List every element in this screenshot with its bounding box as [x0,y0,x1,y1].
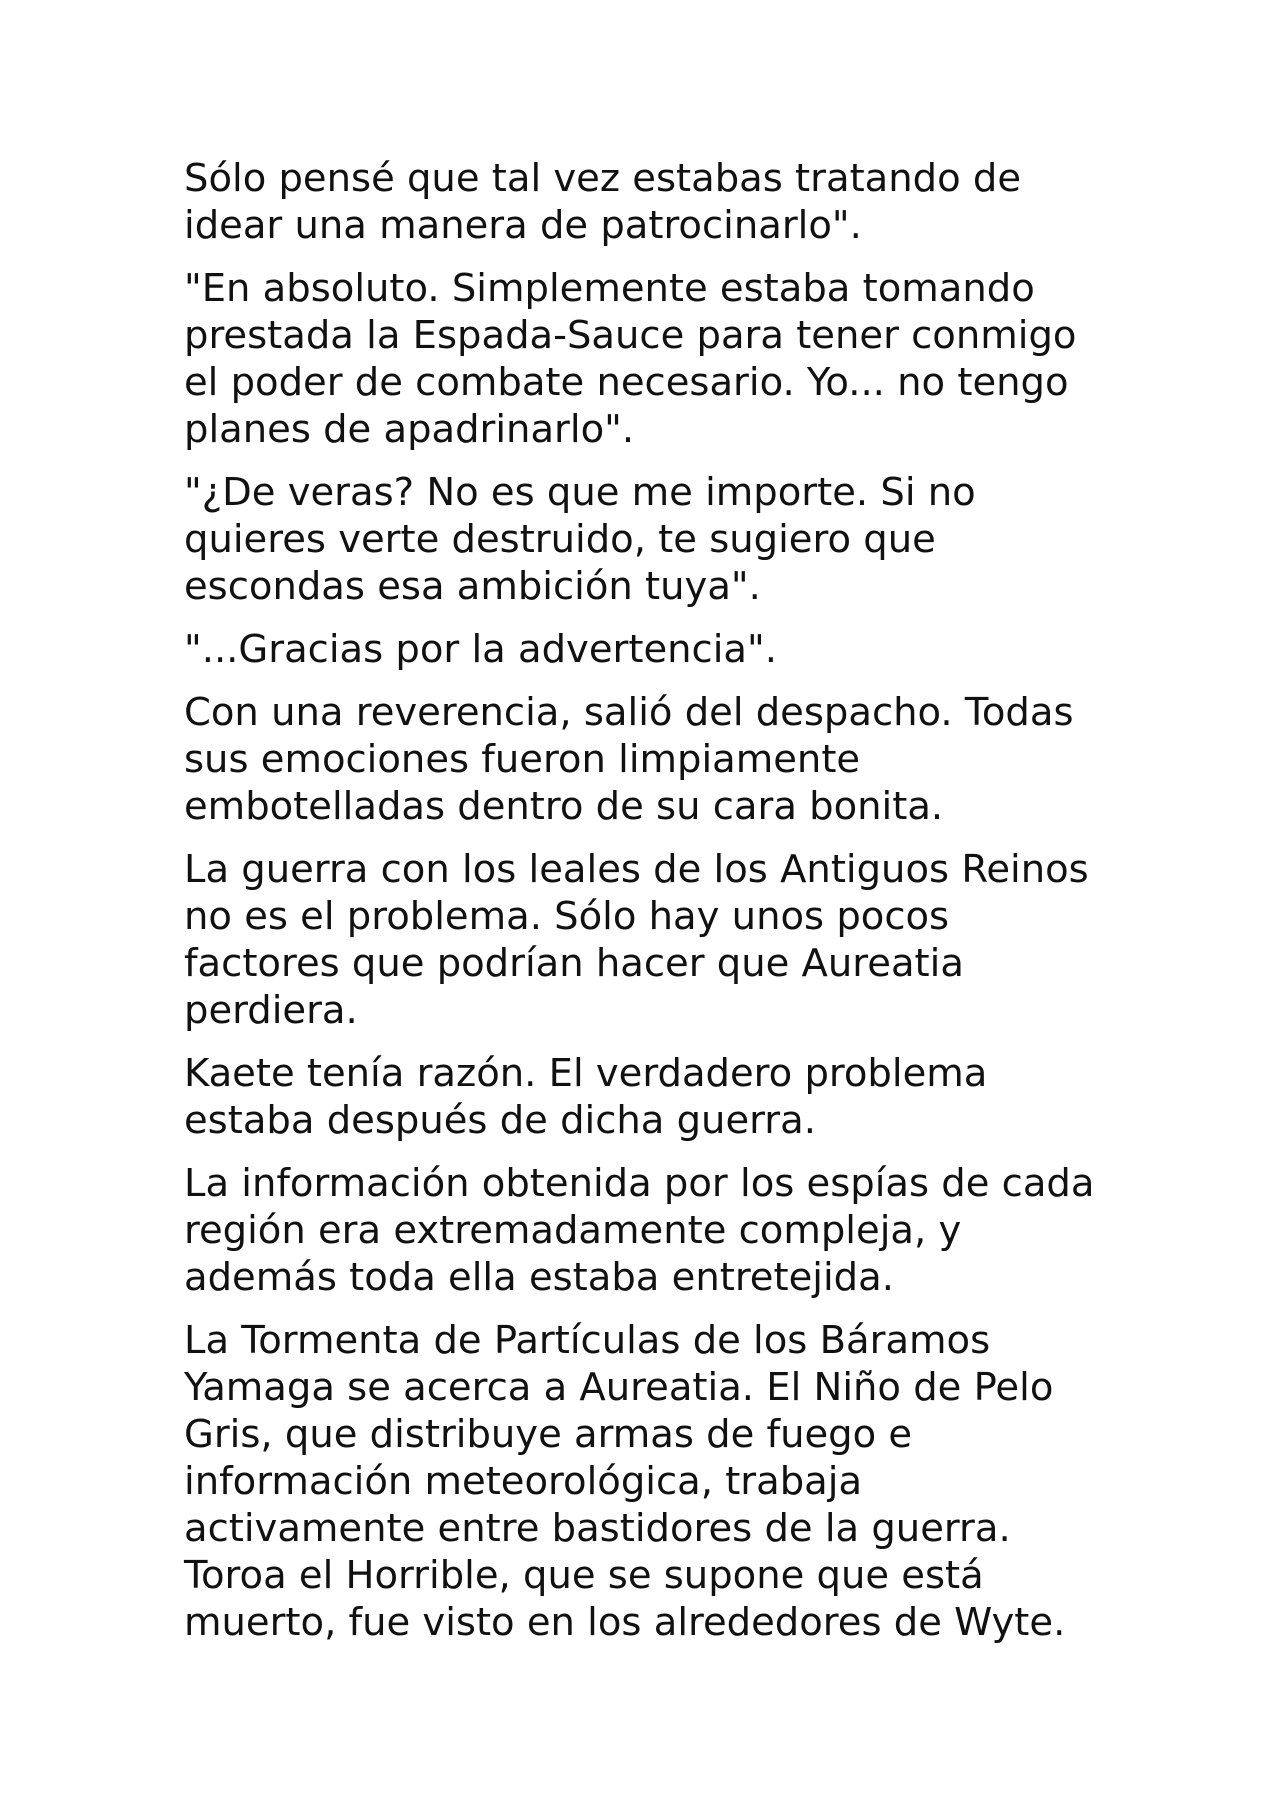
paragraph-6: La guerra con los leales de los Antiguos Reinos no es el problema. Sólo hay unos pocos factores que podrían hacer que Aureatia perdiera. [184,847,1089,1033]
paragraph-4: "...Gracias por la advertencia". [184,627,777,672]
paragraph-2: "En absoluto. Simplemente estaba tomando prestada la Espada-Sauce para tener conmigo el poder de combate necesario. Yo... no tengo planes de apadrinarlo". [184,266,1077,452]
paragraph-5: Con una reverencia, salió del despacho. Todas sus emociones fueron limpiamente embotelladas dentro de su cara bonita. [184,690,1074,829]
document-page [184,155,1114,1662]
paragraph-7: Kaete tenía razón. El verdadero problema estaba después de dicha guerra. [184,1051,988,1143]
paragraph-8: La información obtenida por los espías de cada región era extremadamente compleja, y además toda ella estaba entretejida. [184,1161,1095,1300]
paragraph-9: La Tormenta de Partículas de los Báramos Yamaga se acerca a Aureatia. El Niño de Pelo Gris, que distribuye armas de fuego e información meteorológica, trabaja activamente entre bastidores de la guerra. Toroa el Horrible, que se supone que está muerto, fue visto en los alrededores de Wyte. [184,1318,1066,1645]
paragraph-1: Sólo pensé que tal vez estabas tratando de idear una manera de patrocinarlo". [184,156,1022,248]
paragraph-3: "¿De veras? No es que me importe. Si no quieres verte destruido, te sugiero que escondas esa ambición tuya". [184,470,976,609]
